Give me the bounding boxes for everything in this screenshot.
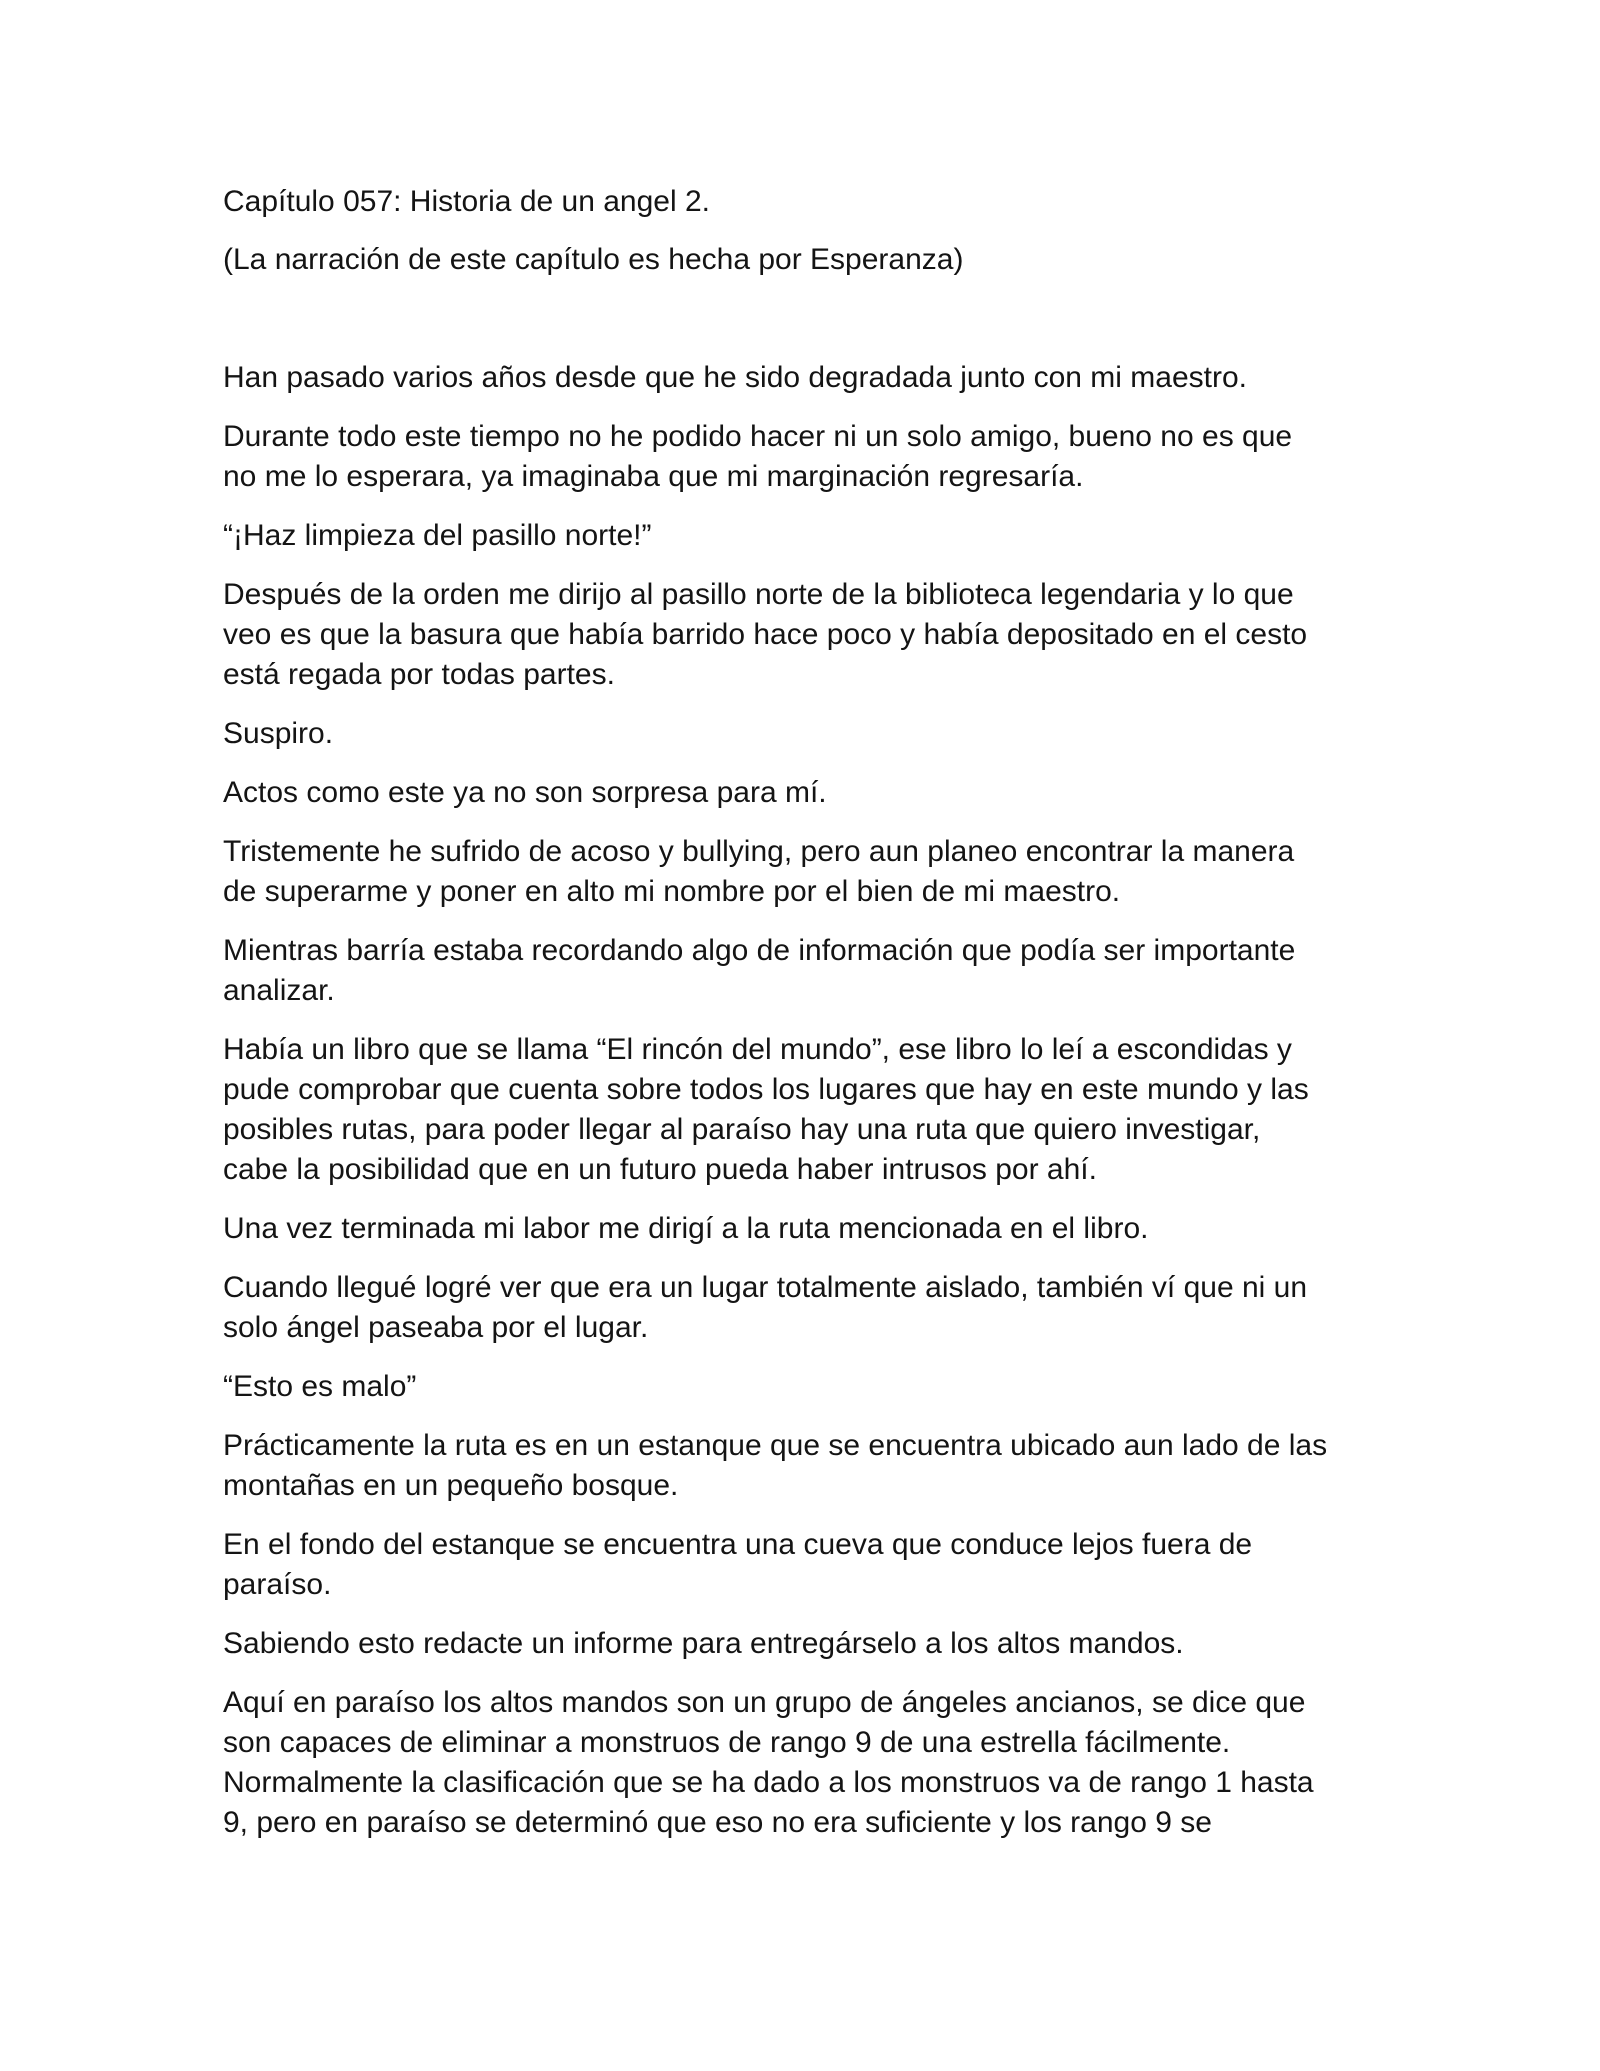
paragraph-line: pude comprobar que cuenta sobre todos los lugares que hay en este mundo y las [223,1073,1309,1106]
paragraph-line: Tristemente he sufrido de acoso y bullying, pero aun planeo encontrar la manera [223,835,1295,868]
paragraph [223,714,1403,754]
paragraph-line: posibles rutas, para poder llegar al paraíso hay una ruta que quiero investigar, [223,1113,1261,1146]
paragraph-line: Prácticamente la ruta es en un estanque que se encuentra ubicado aun lado de las [223,1429,1328,1462]
paragraph-line: “Esto es malo” [223,1370,417,1403]
paragraph-line: montañas en un pequeño bosque. [223,1469,679,1502]
paragraph [223,931,1403,1011]
paragraph [223,1426,1403,1506]
paragraph [223,1209,1403,1249]
paragraph-line: Después de la orden me dirijo al pasillo norte de la biblioteca legendaria y lo que [223,578,1294,611]
paragraph-line: solo ángel paseaba por el lugar. [223,1311,649,1344]
paragraph-line: Cuando llegué logré ver que era un lugar totalmente aislado, también ví que ni un [223,1271,1308,1304]
paragraph-line: Suspiro. [223,717,334,750]
paragraph [223,1030,1403,1190]
paragraph [223,358,1403,398]
paragraph [223,1624,1403,1664]
paragraph [223,1683,1403,1843]
paragraph-line: son capaces de eliminar a monstruos de rango 9 de una estrella fácilmente. [223,1726,1231,1759]
paragraph [223,516,1403,556]
paragraph-line: Normalmente la clasificación que se ha dado a los monstruos va de rango 1 hasta [223,1766,1314,1799]
paragraph-line: Durante todo este tiempo no he podido hacer ni un solo amigo, bueno no es que [223,420,1293,453]
paragraph-line: “¡Haz limpieza del pasillo norte!” [223,519,652,552]
paragraph-line: En el fondo del estanque se encuentra una cueva que conduce lejos fuera de [223,1528,1253,1561]
paragraph-line: Sabiendo esto redacte un informe para entregárselo a los altos mandos. [223,1627,1184,1660]
paragraph-line: no me lo esperara, ya imaginaba que mi marginación regresaría. [223,460,1084,493]
paragraph-line: analizar. [223,974,335,1007]
paragraph-line: Mientras barría estaba recordando algo de información que podía ser importante [223,934,1296,967]
paragraph [223,773,1403,813]
paragraph-line: Una vez terminada mi labor me dirigí a la ruta mencionada en el libro. [223,1212,1149,1245]
chapter-title: Capítulo 057: Historia de un angel 2. [223,185,710,218]
paragraph-line: Había un libro que se llama “El rincón del mundo”, ese libro lo leí a escondidas y [223,1033,1292,1066]
paragraph [223,1525,1403,1605]
paragraph [223,1367,1403,1407]
paragraph [223,417,1403,497]
paragraph-line: Han pasado varios años desde que he sido degradada junto con mi maestro. [223,361,1247,394]
paragraph-line: Actos como este ya no son sorpresa para mí. [223,776,827,809]
paragraph-list [223,358,1403,1843]
paragraph-line: está regada por todas partes. [223,658,615,691]
paragraph-line: paraíso. [223,1568,332,1601]
chapter-subtitle: (La narración de este capítulo es hecha por Esperanza) [223,243,964,276]
paragraph-line: Aquí en paraíso los altos mandos son un grupo de ángeles ancianos, se dice que [223,1686,1306,1719]
paragraph-line: 9, pero en paraíso se determinó que eso no era suficiente y los rango 9 se [223,1806,1212,1839]
paragraph-line: de superarme y poner en alto mi nombre por el bien de mi maestro. [223,875,1121,908]
paragraph-line: veo es que la basura que había barrido hace poco y había depositado en el cesto [223,618,1308,651]
paragraph [223,575,1403,695]
paragraph [223,1268,1403,1348]
document-body [223,182,1403,1862]
paragraph [223,832,1403,912]
paragraph-line: cabe la posibilidad que en un futuro pueda haber intrusos por ahí. [223,1153,1097,1186]
